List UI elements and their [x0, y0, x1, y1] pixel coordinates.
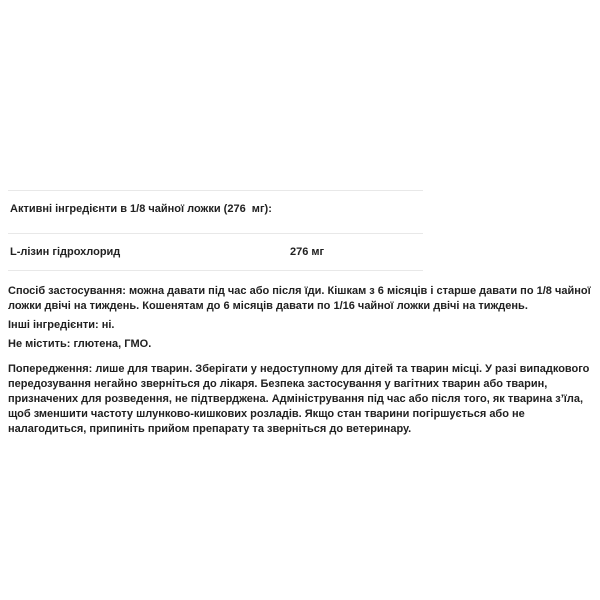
supplement-facts-table: [8, 190, 423, 271]
facts-header-label: Активні інгредієнти в 1/8 чайної ложки (276 мг):: [10, 203, 272, 215]
ingredient-amount: 276 мг: [290, 246, 325, 258]
suggested-use-paragraph: Спосіб застосування: можна давати під час або після їди. Кішкам з 6 місяців і старше давати по 1/8 чайної ложки двічі на тиждень. Кошенятам до 6 місяців давати по 1/16 чайної ложки двічі на тиждень.: [8, 285, 591, 312]
ingredient-name: L-лізин гідрохлорид: [10, 246, 121, 258]
free-of-paragraph: Не містить: глютена, ГМО.: [8, 338, 152, 350]
ingredient-row: [8, 233, 423, 271]
product-details-text: [8, 284, 592, 437]
facts-header-row: [8, 190, 423, 233]
warnings-paragraph: Попередження: лише для тварин. Зберігати у недоступному для дітей та тварин місці. У разі випадкового передозування негайно зверніться до лікаря. Безпека застосування у вагітних тварин або тварин, призначених для розведення, не підтверджена. Адміністрування під час або після того, як тварина з’їла, щоб зменшити частоту шлунково-кишкових розладів. Якщо стан тварини погіршується або не налагодиться, припиніть прийом препарату та зверніться до ветеринару.: [8, 363, 590, 435]
other-ingredients-paragraph: Інші інгредієнти: ні.: [8, 319, 115, 331]
